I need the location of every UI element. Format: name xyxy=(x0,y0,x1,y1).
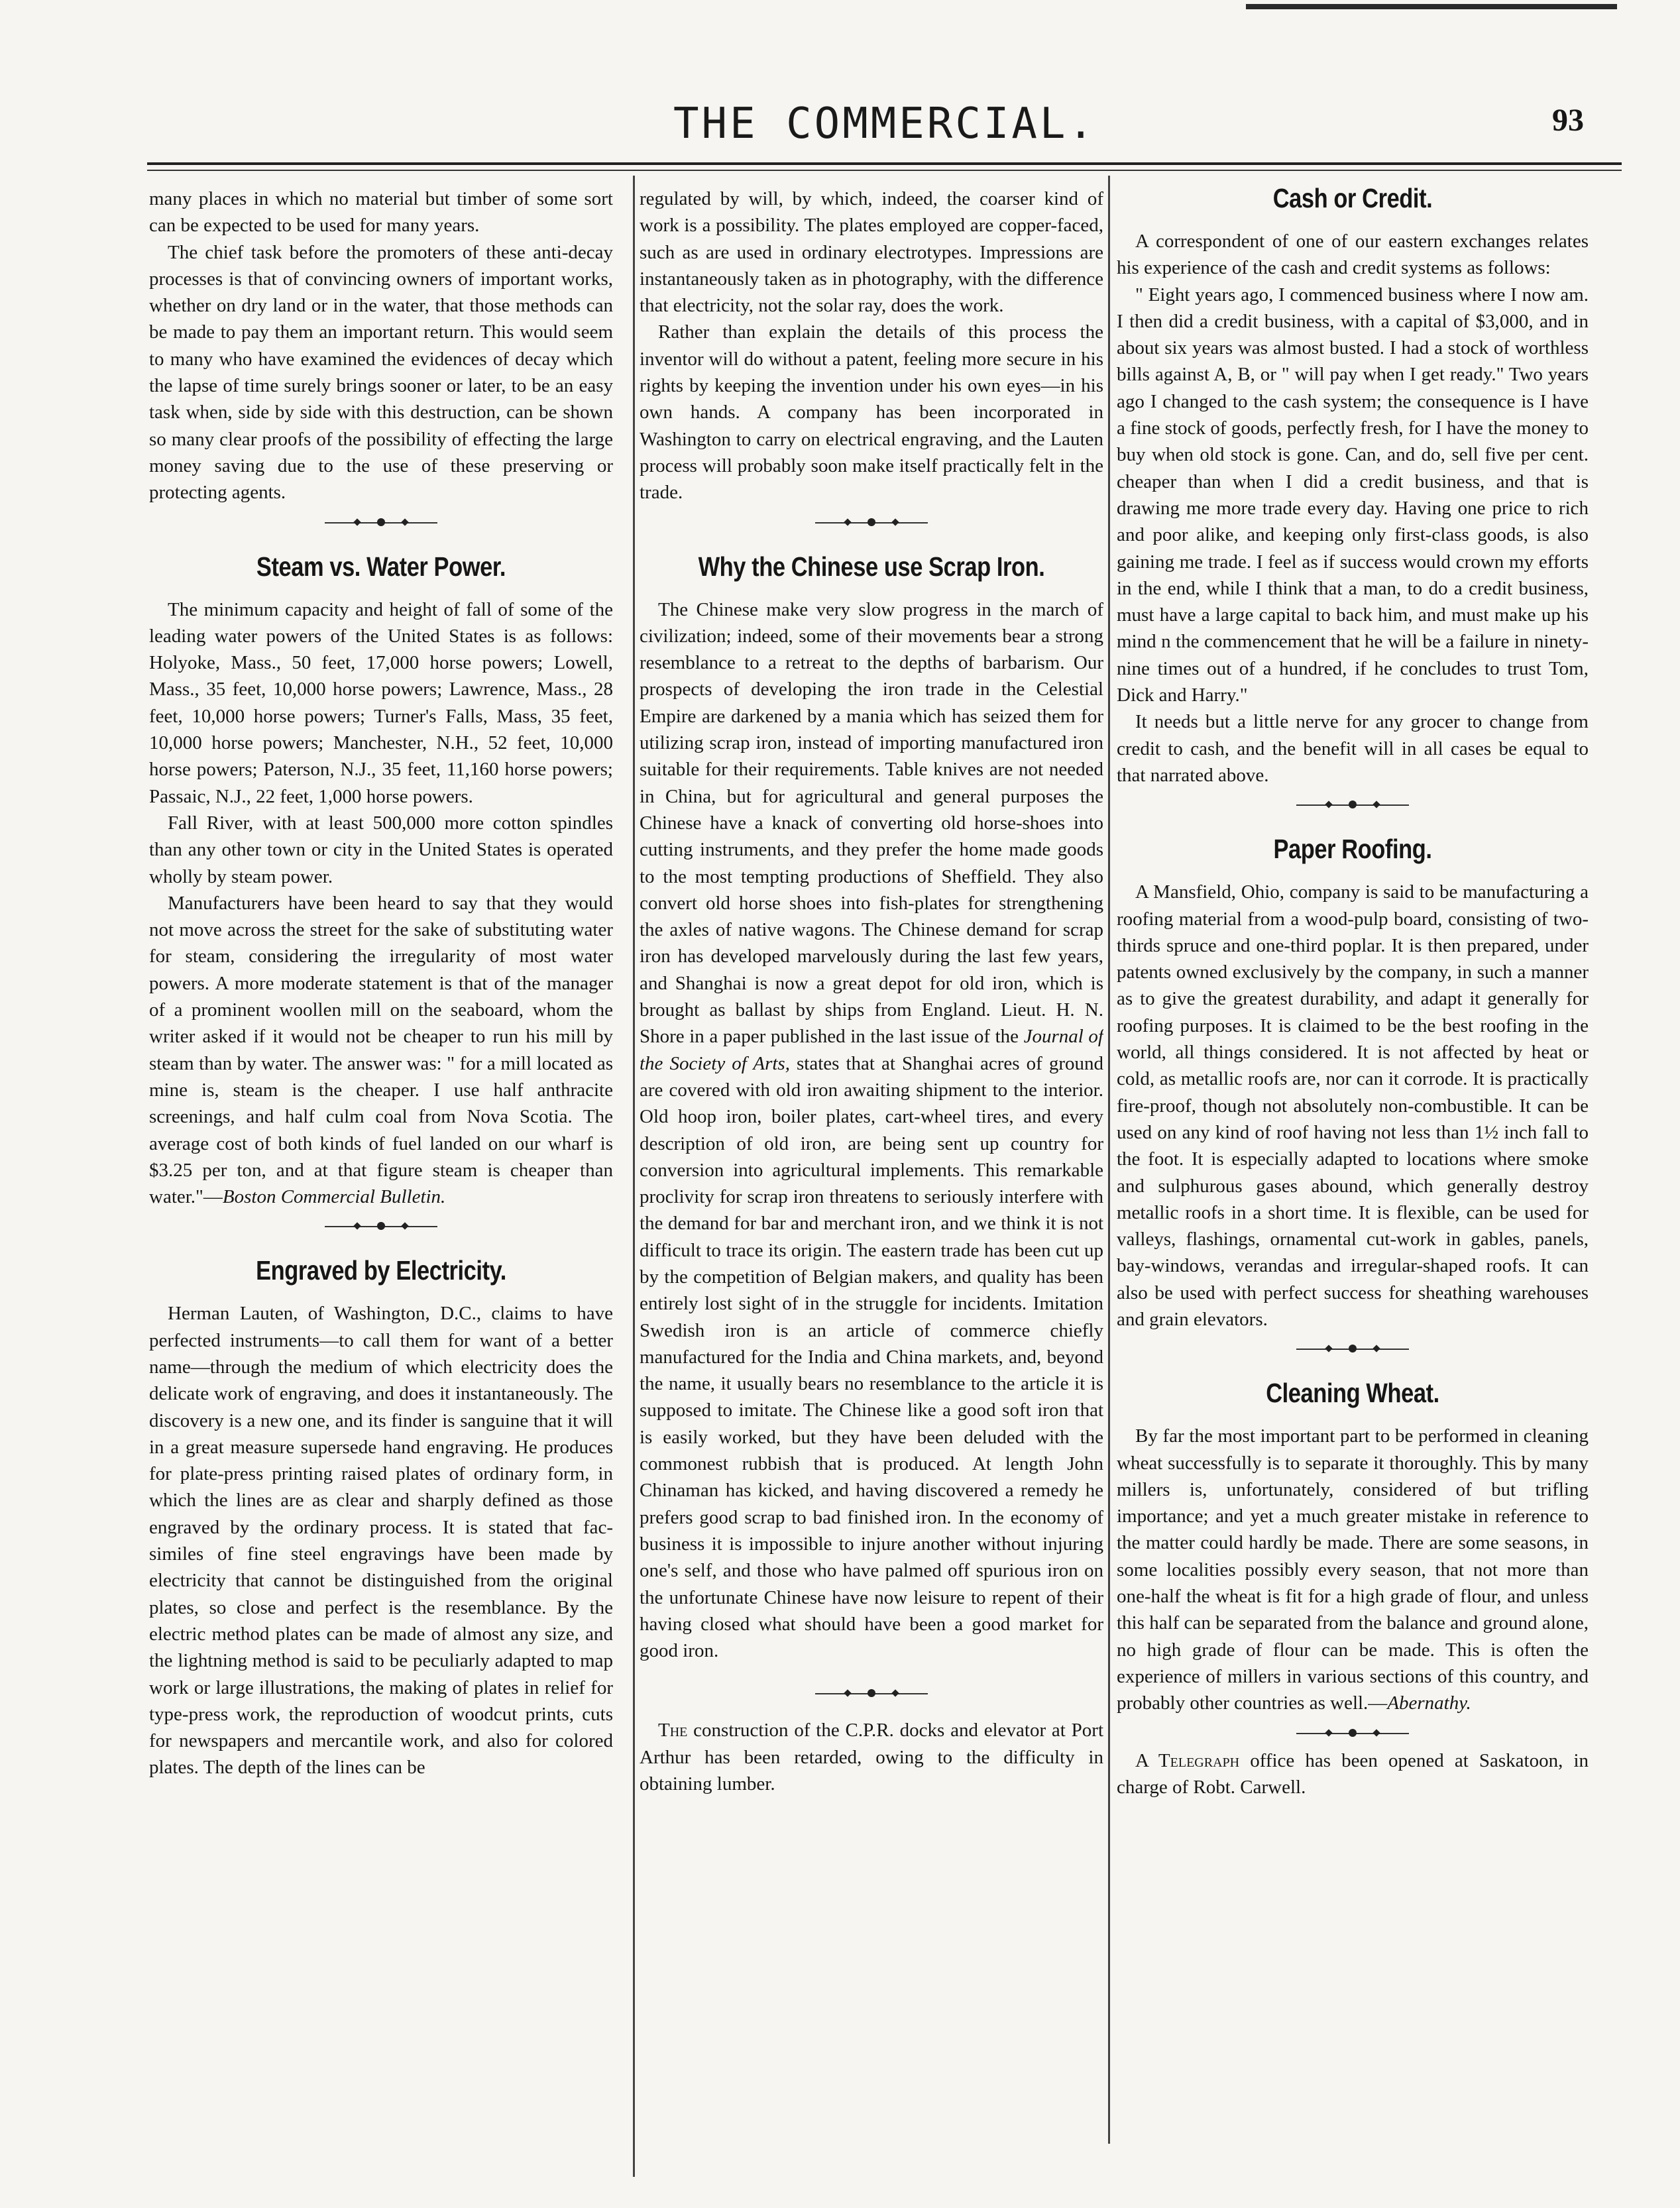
paragraph: A Mansfield, Ohio, company is said to be manufacturing a roofing material from a wood-pulp board, consisting of two-thirds spruce and one-third poplar. It is then prepared, under patents owned exclusively by the company, in such a manner as to give the greatest durability, and adapt it generally for roofing purposes. It is claimed to be the best roofing in the world, all things considered. It is not affected by heat or cold, as metallic roofs are, nor can it corrode. It is practically fire-proof, though not absolutely non-combustible. It can be used on any kind of roof having not less than 1½ inch fall to the foot. It is especially adapted to locations where smoke and sulphurous gases abound, which generally destroy metallic roofs in a short time. It is flexible, can be used for valleys, flashings, ornamental cut-work in gables, panels, bay-windows, verandas and irregular-shaped roofs. It can also be used with perfect success for sheathing warehouses and grain elevators. xyxy=(1117,881,1589,1330)
column-3 xyxy=(1117,179,1589,2174)
page-number: 93 xyxy=(1552,103,1584,138)
paragraph: Herman Lauten, of Washington, D.C., claims to have perfected instruments—to call them for want of a better name—through the medium of which electricity does the delicate work of engraving, and does it instantaneously. The discovery is a new one, and its finder is sanguine that it will in a great measure supersede hand engraving. He produces for plate-press printing raised plates of ordinary form, in which the lines are as clear and sharply defined as those engraved by the ordinary process. It is stated that fac-similes of fine steel engravings have been made by electricity that cannot be distinguished from the original plates, so close and perfect is the resemblance. By the electric method plates can be made of almost any size, and the lightning method is said to be peculiarly adapted to map work or large illustrations, the making of plates in relief for type-press work, the reproduction of woodcut prints, cuts for newspapers and mercantile work, and also for colored plates. The depth of the lines can be xyxy=(149,1303,613,1779)
section-ornament xyxy=(1117,1339,1589,1359)
paragraph: Fall River, with at least 500,000 more cotton spindles than any other town or city in the United States is operated wholly by steam power. xyxy=(149,812,613,887)
top-edge-strip xyxy=(1246,4,1617,9)
paragraph: " Eight years ago, I commenced business where I now am. I then did a credit business, with a capital of $3,000, and in about six years was almost busted. I had a stock of worthless bills against A, B, or " will pay when I get ready." Two years ago I changed to the cash system; the consequence is I have a fine stock of goods, perfectly fresh, for I have the money to buy when old stock is gone. Can, and do, sell five per cent. cheaper than when I did a credit business, and that is drawing me more trade every day. Having one price to rich and poor alike, and keeping only first-class goods, is also gaining me trade. I feel as if success would crown my efforts in the end, while I think that a man, to do a credit business, must have a large capital to back him, and must make up his mind n the commencement that he will be a failure in ninety-nine times out of a hundred, if he concludes to trust Tom, Dick and Harry." xyxy=(1117,284,1589,706)
paragraph xyxy=(149,890,613,1211)
paragraph xyxy=(1117,1747,1589,1801)
column-1 xyxy=(149,186,613,2180)
paragraph: It needs but a little nerve for any grocer to change from credit to cash, and the benefit will in all cases be equal to that narrated above. xyxy=(1117,711,1589,786)
headline-chinese-scrap-iron: Why the Chinese use Scrap Iron. xyxy=(698,551,1045,582)
source-attribution: Abernathy. xyxy=(1387,1692,1471,1714)
headline-cleaning-wheat: Cleaning Wheat. xyxy=(1266,1378,1439,1409)
section-ornament xyxy=(640,1684,1103,1704)
paragraph-text: construction of the C.P.R. docks and elevator at Port Arthur has been retarded, owing to the difficulty in obtaining lumber. xyxy=(640,1720,1103,1795)
paragraph-text: Manufacturers have been heard to say that they would not move across the street for the sake of substituting water for steam, considering the irregularity of most water powers. A more moderate statement is that of the manager of a prominent woollen mill on the seaboard, whom the writer asked if it would not be cheaper to run his mill by steam than by water. The answer was: " for a mill located as mine is, steam is the cheaper. I use half anthracite screenings, and half culm coal from Nova Scotia. The average cost of both kinds of fuel landed on our wharf is $3.25 per ton, and at that figure steam is cheaper than water."— xyxy=(149,892,613,1208)
column-2 xyxy=(640,186,1103,2180)
paragraph xyxy=(640,1717,1103,1797)
page-header xyxy=(146,99,1624,159)
section-ornament xyxy=(1117,1724,1589,1743)
headline-engraved-by-electricity: Engraved by Electricity. xyxy=(256,1255,506,1286)
source-attribution: Boston Commercial Bulletin. xyxy=(222,1186,446,1208)
column-divider-2 xyxy=(1108,176,1110,2144)
paragraph-text: states that at Shanghai acres of ground are covered with old iron awaiting shipment to the interior. Old hoop iron, boiler plates, cart-wheel tires, and every description of old iron, are being sent up country for conversion into agricultural implements. This remarkable proclivity for scrap iron threatens to seriously interfere with the demand for bar and merchant iron, and we think it is not difficult to trace its origin. The eastern trade has been cut up by the competition of Belgian makers, and quality has been entirely lost sight of in the struggle for incidents. Imitation Swedish iron is an article of commerce chiefly manufactured for the India and China markets, and, beyond the name, it usually bears no resemblance to the article it is supposed to imitate. The Chinese like a good soft iron that is easily worked, but they have been deluded with the commonest rubbish that is produced. At length John Chinaman has kicked, and having discovered a remedy he prefers good scrap to bad finished iron. In the economy of business it is impossible to injure another without injuring one's self, and those who have palmed off spurious iron on the unfortunate Chinese have now leisure to repent of their having closed what should have been a good market for good iron. xyxy=(640,1052,1103,1662)
paragraph: The minimum capacity and height of fall of some of the leading water powers of the United States is as follows: Holyoke, Mass., 50 feet, 17,000 horse powers; Lowell, Mass., 35 feet, 10,000 horse powers; Lawrence, Mass., 28 feet, 10,000 horse powers; Turner's Falls, Mass, 35 feet, 10,000 horse powers; Manchester, N.H., 52 feet, 10,000 horse powers; Paterson, N.J., 35 feet, 11,160 horse powers; Passaic, N.J., 22 feet, 1,000 horse powers. xyxy=(149,598,613,807)
masthead-title: THE COMMERCIAL. xyxy=(673,99,1096,148)
header-rule-thick xyxy=(147,162,1622,165)
paragraph-text: The Chinese make very slow progress in the march of civilization; indeed, some of their movements bear a strong resemblance to a retreat to the depths of barbarism. Our prospects of developing the iron trade in the Celestial Empire are darkened by a mania which has seized them for utilizing scrap iron, instead of importing manufactured iron suitable for their requirements. Table knives are not needed in China, but for agricultural and general purposes the Chinese have a knack of converting old horse-shoes into cutting instruments, and they prefer the home made goods to the most tempting productions of Sheffield. They also convert old horse shoes into fish-plates for strengthening the axles of native wagons. The Chinese demand for scrap iron has developed marvelously during the last few years, and Shanghai is now a great depot for old iron, which is brought as ballast by ships from England. Lieut. H. N. Shore in a paper published in the last issue of the xyxy=(640,598,1103,1048)
paragraph: The chief task before the promoters of these anti-decay processes is that of convincing owners of important works, whether on dry land or in the water, that those methods can be made to pay them an important return. This would seem to many who have examined the evidences of decay which the lapse of time surely brings sooner or later, to be an easy task when, side by side with this destruction, can be shown so many clear proofs of the possibility of effecting the large money saving due to the use of these preserving or protecting agents. xyxy=(149,241,613,504)
section-ornament xyxy=(149,1217,613,1237)
headline-steam-vs-water: Steam vs. Water Power. xyxy=(256,551,506,582)
section-ornament xyxy=(640,513,1103,533)
section-ornament xyxy=(1117,795,1589,815)
paragraph-text: office has been opened at Saskatoon, in charge of Robt. Carwell. xyxy=(1117,1749,1589,1798)
paragraph: regulated by will, by which, indeed, the coarser kind of work is a possibility. The plates employed are copper-faced, such as are used in ordinary electrotypes. Impressions are instantaneously taken as in photography, with the difference that electricity, not the solar ray, does the work. xyxy=(640,188,1103,317)
journal-title: Journal of the Society of Arts, xyxy=(640,1026,1103,1074)
headline-cash-or-credit: Cash or Credit. xyxy=(1272,183,1433,213)
paragraph: A correspondent of one of our eastern exchanges relates his experience of the cash and credit systems as follows: xyxy=(1117,231,1589,279)
headline-paper-roofing: Paper Roofing. xyxy=(1273,834,1432,865)
paragraph: many places in which no material but timber of some sort can be expected to be used for many years. xyxy=(149,188,613,237)
column-divider-1 xyxy=(633,176,635,2177)
paragraph xyxy=(640,596,1103,1665)
lead-word: The xyxy=(658,1720,688,1741)
header-rule-thin xyxy=(147,170,1622,171)
lead-word: A Telegraph xyxy=(1135,1749,1240,1771)
section-ornament xyxy=(149,513,613,533)
paragraph xyxy=(1117,1423,1589,1716)
paragraph: Rather than explain the details of this process the inventor will do without a patent, feeling more secure in his rights by keeping the invention under his own eyes—in his own hands. A company has been incorporated in Washington to carry on electrical engraving, and the Lauten process will probably soon make itself practically felt in the trade. xyxy=(640,321,1103,504)
paragraph-text: By far the most important part to be performed in cleaning wheat successfully is to separate it thoroughly. This by many millers is, unfortunately, considered of but trifling importance; and yet a much greater mistake in reference to the matter could hardly be made. There are some seasons, in some localities possibly every season, that not more than one-half the wheat is fit for a high grade of flour, and unless this half can be separated from the balance and ground alone, no high grade of flour can be made. This is often the experience of millers in various sections of this country, and probably other countries as well.— xyxy=(1117,1425,1589,1714)
